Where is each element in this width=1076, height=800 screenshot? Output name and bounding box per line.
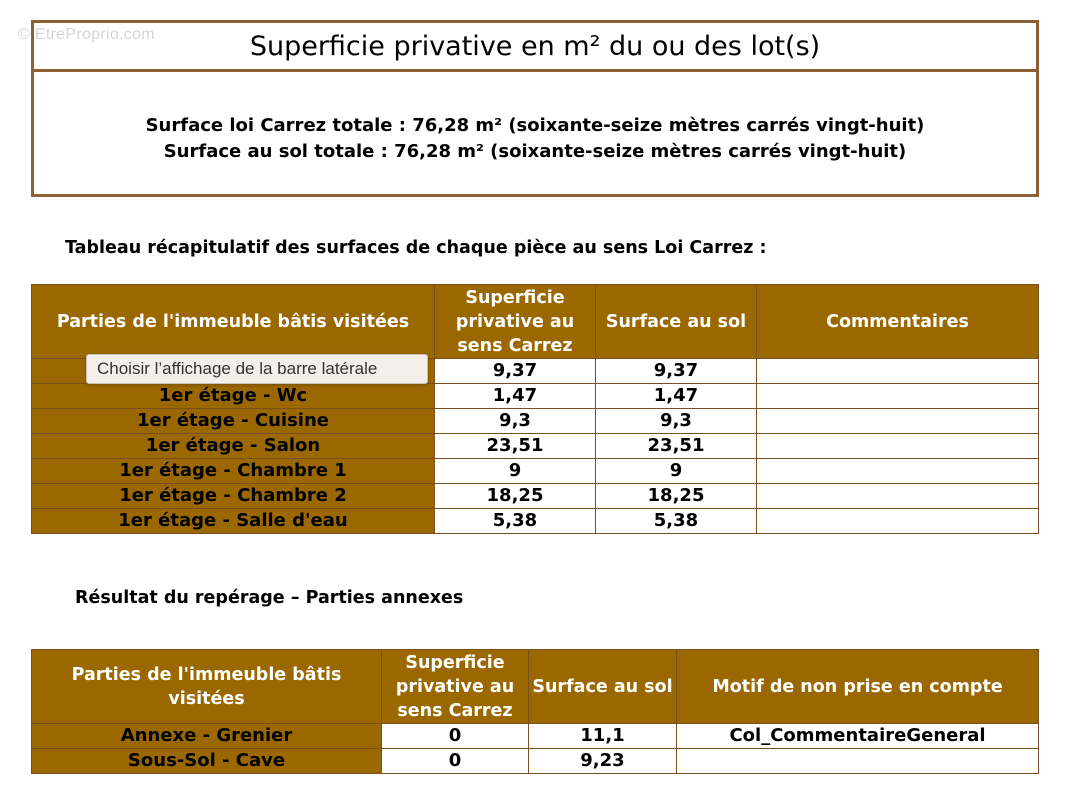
table-row	[32, 459, 1039, 484]
carrez-rooms-table	[31, 284, 1039, 534]
sol-cell: 11,1	[529, 724, 677, 749]
carrez-cell: 9,3	[435, 409, 596, 434]
col-header-commentaires: Commentaires	[757, 285, 1039, 359]
motif-cell: Col_CommentaireGeneral	[677, 724, 1039, 749]
summary-body	[34, 72, 1036, 201]
room-name-cell: 1er étage - Cuisine	[32, 409, 435, 434]
comment-cell	[757, 484, 1039, 509]
col-header-parties: Parties de l'immeuble bâtis visitées	[32, 285, 435, 359]
carrez-cell: 9,37	[435, 359, 596, 384]
comment-cell	[757, 434, 1039, 459]
table-header-row	[32, 285, 1039, 359]
sol-cell: 9,3	[596, 409, 757, 434]
sol-cell: 23,51	[596, 434, 757, 459]
table-row	[32, 384, 1039, 409]
annex-name-cell: Annexe - Grenier	[32, 724, 382, 749]
col-header-carrez: Superficie privative au sens Carrez	[382, 650, 529, 724]
sol-cell: 1,47	[596, 384, 757, 409]
comment-cell	[757, 359, 1039, 384]
carrez-cell: 23,51	[435, 434, 596, 459]
comment-cell	[757, 459, 1039, 484]
table-row	[32, 749, 1039, 774]
col-header-sol: Surface au sol	[596, 285, 757, 359]
col-header-carrez: Superficie privative au sens Carrez	[435, 285, 596, 359]
summary-title: Superficie privative en m² du ou des lot(s)	[34, 23, 1036, 72]
watermark: © EtreProprio.com	[18, 26, 155, 43]
carrez-cell: 0	[382, 749, 529, 774]
annex-name-cell: Sous-Sol - Cave	[32, 749, 382, 774]
sidebar-display-tooltip: Choisir l’affichage de la barre latérale	[86, 354, 428, 384]
room-name-cell: 1er étage - Chambre 2	[32, 484, 435, 509]
table-row	[32, 509, 1039, 534]
table-row	[32, 724, 1039, 749]
carrez-cell: 5,38	[435, 509, 596, 534]
table-row	[32, 409, 1039, 434]
comment-cell	[757, 384, 1039, 409]
sol-cell: 9,23	[529, 749, 677, 774]
table2-heading: Résultat du repérage – Parties annexes	[75, 588, 464, 608]
carrez-cell: 0	[382, 724, 529, 749]
sol-cell: 9,37	[596, 359, 757, 384]
col-header-motif: Motif de non prise en compte	[677, 650, 1039, 724]
table-row	[32, 434, 1039, 459]
room-name-cell: 1er étage - Salle d'eau	[32, 509, 435, 534]
annexes-table	[31, 649, 1039, 774]
col-header-parties: Parties de l'immeuble bâtis visitées	[32, 650, 382, 724]
table1-heading: Tableau récapitulatif des surfaces de chaque pièce au sens Loi Carrez :	[65, 238, 767, 258]
sol-cell: 18,25	[596, 484, 757, 509]
col-header-sol: Surface au sol	[529, 650, 677, 724]
room-name-cell: 1er étage - Wc	[32, 384, 435, 409]
room-name-cell: 1er étage - Salon	[32, 434, 435, 459]
carrez-cell: 18,25	[435, 484, 596, 509]
carrez-cell: 9	[435, 459, 596, 484]
sol-total-line: Surface au sol totale : 76,28 m² (soixante-seize mètres carrés vingt-huit)	[163, 140, 907, 162]
room-name-cell: 1er étage - Chambre 1	[32, 459, 435, 484]
comment-cell	[757, 409, 1039, 434]
carrez-cell: 1,47	[435, 384, 596, 409]
motif-cell	[677, 749, 1039, 774]
table-row	[32, 484, 1039, 509]
surface-summary-box	[31, 20, 1039, 197]
carrez-total-line: Surface loi Carrez totale : 76,28 m² (soixante-seize mètres carrés vingt-huit)	[145, 114, 925, 136]
table-header-row	[32, 650, 1039, 724]
sol-cell: 9	[596, 459, 757, 484]
sol-cell: 5,38	[596, 509, 757, 534]
comment-cell	[757, 509, 1039, 534]
